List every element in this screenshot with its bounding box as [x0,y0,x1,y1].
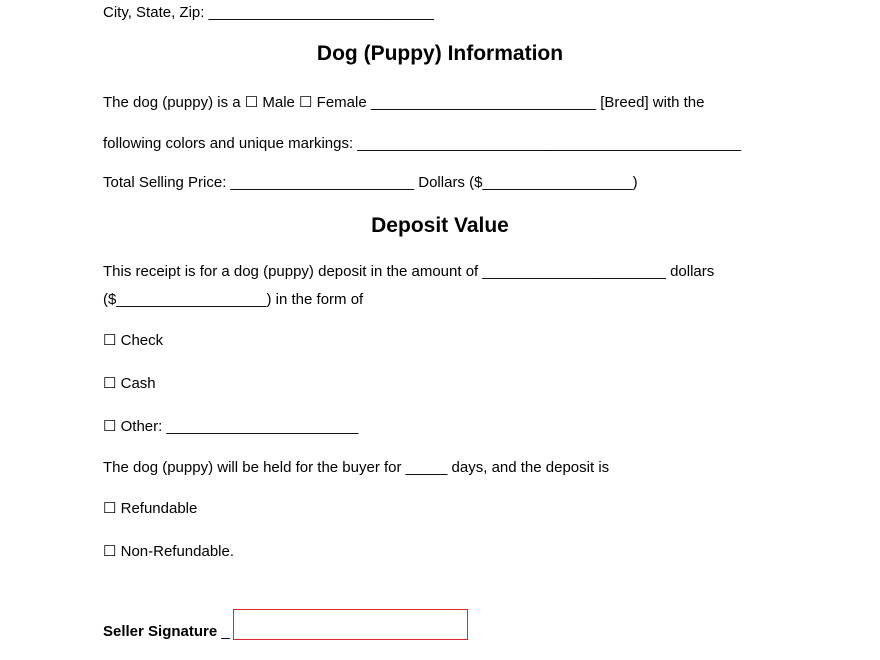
signature-underscore: _ [221,623,230,640]
option-other[interactable]: ☐ Other: _______________________ [103,418,359,435]
dog-info-heading: Dog (Puppy) Information [316,42,564,65]
selling-price-line: Total Selling Price: ______________________ Dollars ($__________________) [103,174,638,191]
deposit-form-line: ($__________________) in the form of [103,291,364,308]
option-cash[interactable]: ☐ Cash [103,375,156,392]
city-state-zip-line: City, State, Zip: ___________________________ [103,4,434,21]
seller-signature-field[interactable] [233,609,468,640]
seller-signature-label: Seller Signature [103,623,218,640]
seller-signature-row [103,623,230,641]
deposit-heading: Deposit Value [371,214,509,237]
hold-days-line: The dog (puppy) will be held for the buyer for _____ days, and the deposit is [103,459,610,476]
deposit-amount-line: This receipt is for a dog (puppy) deposit in the amount of ______________________ dollars [103,263,715,280]
option-refundable[interactable]: ☐ Refundable [103,500,198,517]
option-non-refundable[interactable]: ☐ Non-Refundable. [103,543,235,560]
option-check[interactable]: ☐ Check [103,332,164,349]
dog-sex-breed-line: The dog (puppy) is a ☐ Male ☐ Female ___________________________ [Breed] with the [103,94,705,111]
dog-markings-line: following colors and unique markings: ______________________________________________ [103,135,742,152]
